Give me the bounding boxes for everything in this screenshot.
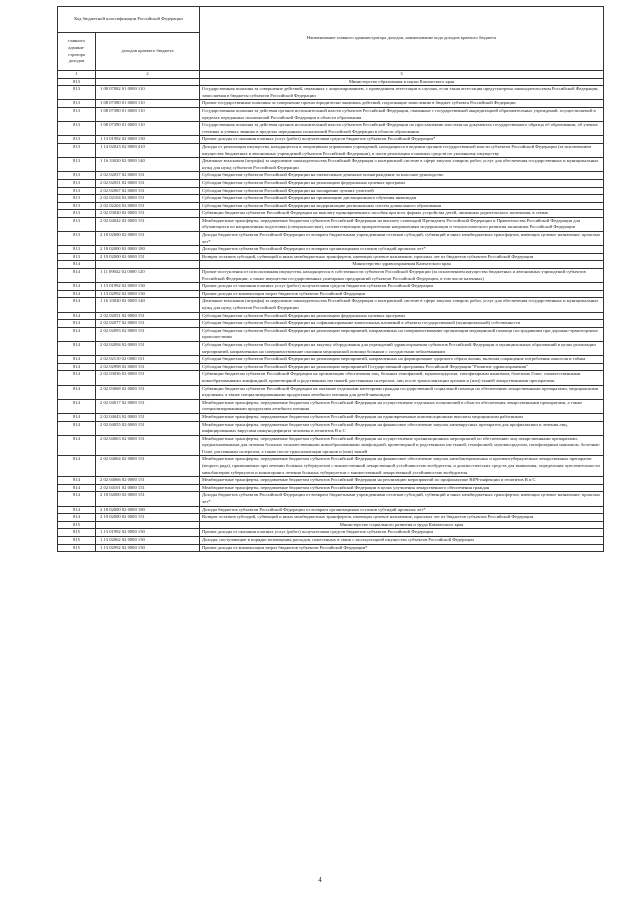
- revenue-name-cell: Возврат остатков субсидий, субвенций и иных межбюджетных трансфертов, имеющих целевое назначение, прошлых лет из бюджетов субъектов Российской Федерации: [200, 253, 604, 261]
- revenue-name-cell: Субсидии бюджетам субъектов Российской Федерации на организацию дистанционного обучения инвалидов: [200, 195, 604, 203]
- admin-code-cell: 814: [58, 341, 96, 355]
- revenue-name-cell: Денежные взыскания (штрафы) за нарушение законодательства Российской Федерации о контрактной системе в сфере закупок товаров, работ, услуг для обеспечения государственных и муниципальных нужд для нужд субъектов Российской Федерации: [200, 298, 604, 312]
- table-row: [58, 385, 604, 399]
- header-col-admin: главного админи-стратора доходов: [58, 33, 96, 71]
- revenue-name-cell: Субвенции бюджетам субъектов Российской Федерации на оказание отдельным категориям граждан государственной социальной помощи по обеспечению лекарственными препаратами, медицинскими изделиями, а также специализированными продуктами лечебного питания для детей-инвалидов: [200, 385, 604, 399]
- table-row: [58, 100, 604, 108]
- table-row: [58, 86, 604, 100]
- revenue-code-cell: 2 02 04017 02 0000 151: [96, 399, 200, 413]
- admin-code-cell: 814: [58, 435, 96, 456]
- revenue-code-cell: 1 13 01992 02 0000 130: [96, 283, 200, 291]
- page-number: 4: [318, 876, 322, 884]
- revenue-name-cell: Межбюджетные трансферты, передаваемые бюджетам субъектов Российской Федерации на финансовое обеспечение закупок антибактериальных и противотуберкулезных лекарственных препаратов (второго ряда), применяемых при лечении больных туберкулезом с множественной лекарственной устойчивостью возбудителя, и диагностических средств для выявления, определения чувствительности микобактерии туберкулеза и мониторинга лечения больных туберкулезом с множественной лекарственной устойчивостью возбудителя: [200, 456, 604, 477]
- admin-code-cell: 814: [58, 492, 96, 506]
- table-row: [58, 477, 604, 485]
- revenue-codes-table: [57, 6, 604, 552]
- header-col-name: Наименование главного администратора доходов, наименование кода доходов краевого бюджета: [200, 7, 604, 71]
- revenue-name-cell: Денежные взыскания (штрафы) за нарушение законодательства Российской Федерации о контрактной системе в сфере закупок товаров, работ, услуг для обеспечения государственных и муниципальных нужд для нужд субъектов Российской Федерации: [200, 158, 604, 172]
- admin-code-cell: 814: [58, 327, 96, 341]
- admin-code-cell: 815: [58, 544, 96, 552]
- revenue-name-cell: Межбюджетные трансферты, передаваемые бюджетам субъектов Российской Федерации на осуществление организационных мероприятий по обеспечению лиц лекарственными препаратами, предназначенными для лечения больных злокачественными новообразованиями лимфоидной, кроветворной и родственных им тканей, гемофилией, муковисцидозом, гипофизарным нанизмом, болезнью Гоше, рассеянным склерозом, а также после трансплантации органов и (или) тканей: [200, 435, 604, 456]
- table-row: [58, 187, 604, 195]
- revenue-name-cell: Прочие доходы от оказания платных услуг (работ) получателями средств бюджетов субъектов Российской Федерации: [200, 529, 604, 537]
- revenue-name-cell: Доходы бюджетов субъектов Российской Федерации от возврата организациями остатков субсидий прошлых лет*: [200, 246, 604, 254]
- revenue-code-cell: 2 02 04101 02 0000 151: [96, 484, 200, 492]
- table-row: [58, 435, 604, 456]
- revenue-code-cell: 2 02 03068 02 0000 151: [96, 385, 200, 399]
- revenue-code-cell: 2 02 02110 02 0000 151: [96, 356, 200, 364]
- table-row: [58, 172, 604, 180]
- revenue-name-cell: Субсидии бюджетам субъектов Российской Федерации на ежемесячное денежное вознаграждение за классное руководство: [200, 172, 604, 180]
- table-row: [58, 514, 604, 522]
- revenue-code-cell: 2 18 02000 02 0000 151: [96, 232, 200, 246]
- revenue-name-cell: Прочие государственные пошлины за совершение прочих юридически значимых действий, подлежащие зачислению в бюджет субъекта Российской Федерации: [200, 100, 604, 108]
- revenue-code-cell: 2 02 02067 02 0000 151: [96, 187, 200, 195]
- revenue-name-cell: Субсидии бюджетам субъектов Российской Федерации на реализацию мероприятий, направленных на совершенствование организации медицинской помощи пострадавшим при дорожно-транспортных происшествиях: [200, 327, 604, 341]
- revenue-name-cell: Межбюджетные трансферты, передаваемые бюджетам субъектов Российской Федерации в целях улучшения лекарственного обеспечения граждан: [200, 484, 604, 492]
- admin-code-cell: 814: [58, 456, 96, 477]
- table-row: [58, 143, 604, 157]
- revenue-code-cell: 2 02 02077 02 0000 151: [96, 320, 200, 328]
- admin-code-cell: 813: [58, 100, 96, 108]
- revenue-name-cell: Субсидии бюджетам субъектов Российской Федерации на реализацию мероприятий, направленных на формирование здорового образа жизни, включая сокращение потребления алкоголя и табака: [200, 356, 604, 364]
- revenue-name-cell: Министерство образования и науки Камчатского края: [200, 78, 604, 86]
- revenue-code-cell: 2 02 02204 02 0000 151: [96, 202, 200, 210]
- revenue-name-cell: Межбюджетные трансферты, передаваемые бюджетам субъектов Российской Федерации на финансовое обеспечение закупок антивирусных препаратов для профилактики и лечения лиц, инфицированных вирусами иммунодефицита человека и гепатитов В и С: [200, 421, 604, 435]
- revenue-name-cell: Министерство социального развития и труда Камчатского края: [200, 521, 604, 529]
- admin-code-cell: 814: [58, 371, 96, 385]
- revenue-name-cell: Субсидии бюджетам субъектов Российской Федерации на поощрение лучших учителей: [200, 187, 604, 195]
- admin-code-cell: 813: [58, 179, 96, 187]
- admin-code-cell: 813: [58, 253, 96, 261]
- revenue-code-cell: 2 02 02998 02 0000 151: [96, 363, 200, 371]
- table-row: [58, 283, 604, 291]
- admin-code-cell: 814: [58, 506, 96, 514]
- admin-code-cell: 813: [58, 217, 96, 231]
- header-col-revenue: доходов краевого бюджета: [96, 33, 200, 71]
- ministry-header-row: [58, 521, 604, 529]
- revenue-code-cell: 2 02 02037 02 0000 151: [96, 172, 200, 180]
- admin-code-cell: 813: [58, 246, 96, 254]
- revenue-name-cell: Возврат остатков субсидий, субвенций и иных межбюджетных трансфертов, имеющих целевое назначение, прошлых лет из бюджетов субъектов Российской Федерации: [200, 514, 604, 522]
- table-row: [58, 195, 604, 203]
- revenue-name-cell: Государственная пошлина за совершение действий, связанных с лицензированием, с проведением аттестации в случаях, если такая аттестация предусмотрена законодательством Российской Федерации, зачисляемая в бюджеты субъектов Российской Федерации: [200, 86, 604, 100]
- revenue-name-cell: Субвенции бюджетам субъектов Российской Федерации на организацию обеспечения лиц, больных гемофилией, муковисцидозом, гипофизарным нанизмом, болезнью Гоше, злокачественными новообразованиями лимфоидной, кроветворной и родственных им тканей, рассеянным склерозом, лиц после трансплантации органов и (или) тканей лекарственными препаратами: [200, 371, 604, 385]
- table-row: [58, 421, 604, 435]
- revenue-code-cell: 1 08 07082 01 0000 110: [96, 86, 200, 100]
- revenue-code-cell: 2 02 02051 02 0000 151: [96, 312, 200, 320]
- revenue-name-cell: Межбюджетные трансферты, передаваемые бюджетам субъектов Российской Федерации на выплату стипендий Президента Российской Федерации и Правительства Российской Федерации для обучающихся по направлениям подготовки (специальностям), соответствующим приоритетным направлениям модернизации и технологического развития экономики Российской Федерации: [200, 217, 604, 231]
- revenue-name-cell: Межбюджетные трансферты, передаваемые бюджетам субъектов Российской Федерации на реализацию мероприятий по профилактике ВИЧ-инфекции и гепатитов В и С: [200, 477, 604, 485]
- admin-code-cell: 813: [58, 78, 96, 86]
- admin-code-cell: 814: [58, 413, 96, 421]
- admin-code-cell: 814: [58, 514, 96, 522]
- revenue-name-cell: Прочие доходы от компенсации затрат бюджетов субъектов Российской Федерации: [200, 290, 604, 298]
- table-row: [58, 122, 604, 136]
- revenue-name-cell: Субсидии бюджетам субъектов Российской Федерации на закупку оборудования для учреждений здравоохранения субъектов Российской Федерации и муниципальных образований в целях реализации мероприятий, направленных на совершенствование оказания медицинской помощи больным с сосудистыми заболеваниями: [200, 341, 604, 355]
- table-row: [58, 529, 604, 537]
- admin-code-cell: 814: [58, 269, 96, 283]
- revenue-name-cell: Межбюджетные трансферты, передаваемые бюджетам субъектов Российской Федерации на осуществление отдельных полномочий в области обеспечения лекарственными препаратами, а также специализированными продуктами лечебного питания: [200, 399, 604, 413]
- admin-code-cell: 813: [58, 143, 96, 157]
- table-row: [58, 246, 604, 254]
- admin-code-cell: 814: [58, 363, 96, 371]
- revenue-code-cell: [96, 521, 200, 529]
- revenue-name-cell: Субсидии бюджетам субъектов Российской Федерации на реализацию федеральных целевых программ: [200, 179, 604, 187]
- admin-code-cell: 813: [58, 172, 96, 180]
- table-row: [58, 356, 604, 364]
- table-row: [58, 544, 604, 552]
- revenue-name-cell: Государственная пошлина за действия органов исполнительной власти субъектов Российской Федерации, связанные с государственной аккредитацией образовательных учреждений, осуществляемой в пределах переданных полномочий Российской Федерации в области образования: [200, 107, 604, 121]
- revenue-code-cell: 2 02 04043 02 0000 151: [96, 413, 200, 421]
- table-row: [58, 269, 604, 283]
- revenue-name-cell: Прочие доходы от компенсации затрат бюджетов субъектов Российской Федерации*: [200, 544, 604, 552]
- admin-code-cell: 814: [58, 320, 96, 328]
- ministry-header-row: [58, 78, 604, 86]
- table-row: [58, 158, 604, 172]
- document-sheet: [57, 6, 603, 552]
- admin-code-cell: 814: [58, 356, 96, 364]
- table-row: [58, 506, 604, 514]
- table-row: [58, 327, 604, 341]
- revenue-name-cell: Доходы, поступающие в порядке возмещения расходов, понесенных в связи с эксплуатацией имущества субъектов Российской Федерации: [200, 537, 604, 545]
- revenue-code-cell: 1 08 07380 01 0000 110: [96, 107, 200, 121]
- table-row: [58, 413, 604, 421]
- revenue-code-cell: 1 13 02992 02 0000 130: [96, 290, 200, 298]
- revenue-name-cell: Доходы бюджетов субъектов Российской Федерации от возврата бюджетными учреждениями остатков субсидий, субвенций и иных межбюджетных трансфертов, имеющих целевое назначение, прошлых лет*: [200, 232, 604, 246]
- revenue-name-cell: Субвенции бюджетам субъектов Российской Федерации на выплату единовременного пособия при всех формах устройства детей, лишенных родительского попечения, в семью: [200, 210, 604, 218]
- revenue-code-cell: 2 02 02051 02 0000 151: [96, 179, 200, 187]
- revenue-code-cell: 1 13 02062 02 0000 130: [96, 537, 200, 545]
- revenue-code-cell: 2 02 02093 02 0000 151: [96, 327, 200, 341]
- table-row: [58, 371, 604, 385]
- revenue-code-cell: [96, 78, 200, 86]
- revenue-name-cell: Межбюджетные трансферты, передаваемые бюджетам субъектов Российской Федерации на единовременные компенсационные выплаты медицинским работникам: [200, 413, 604, 421]
- admin-code-cell: 813: [58, 202, 96, 210]
- revenue-code-cell: 2 02 04066 02 0000 151: [96, 477, 200, 485]
- admin-code-cell: 813: [58, 158, 96, 172]
- revenue-code-cell: 1 13 01992 02 0000 130: [96, 529, 200, 537]
- revenue-code-cell: 2 02 04063 02 0000 151: [96, 435, 200, 456]
- revenue-code-cell: 2 18 02000 02 0000 151: [96, 492, 200, 506]
- revenue-code-cell: 2 18 02000 02 0000 180: [96, 506, 200, 514]
- table-row: [58, 107, 604, 121]
- admin-code-cell: 813: [58, 122, 96, 136]
- revenue-name-cell: Доходы бюджетов субъектов Российской Федерации от возврата организациями остатков субсидий прошлых лет*: [200, 506, 604, 514]
- revenue-code-cell: 2 19 02000 02 0000 151: [96, 514, 200, 522]
- revenue-name-cell: Доходы бюджетов субъектов Российской Федерации от возврата бюджетными учреждениями остатков субсидий, субвенций и иных межбюджетных трансфертов, имеющих целевое назначение, прошлых лет*: [200, 492, 604, 506]
- revenue-name-cell: Государственная пошлина за действия органов исполнительной власти субъектов Российской Федерации по проставлению апостиля на документах государственного образца об образовании, об ученых степенях и ученых званиях в пределах переданных полномочий Российской Федерации в области образования: [200, 122, 604, 136]
- revenue-code-cell: 2 02 03036 02 0000 151: [96, 371, 200, 385]
- table-row: [58, 492, 604, 506]
- admin-code-cell: 815: [58, 521, 96, 529]
- revenue-code-cell: 2 18 02000 02 0000 180: [96, 246, 200, 254]
- revenue-name-cell: Прочие доходы от оказания платных услуг (работ) получателями средств бюджетов субъектов Российской Федерации*: [200, 136, 604, 144]
- admin-code-cell: 814: [58, 298, 96, 312]
- revenue-code-cell: 2 02 04042 02 0000 151: [96, 217, 200, 231]
- admin-code-cell: 813: [58, 107, 96, 121]
- admin-code-cell: 813: [58, 210, 96, 218]
- table-row: [58, 456, 604, 477]
- table-row: [58, 298, 604, 312]
- revenue-name-cell: Доходы от реализации имущества, находящегося в оперативном управлении учреждений, находящихся в ведении органов государственной власти субъектов Российской Федерации (за исключением имущества бюджетных и автономных учреждений субъектов Российской Федерации), в части реализации основных средств по указанному имуществу: [200, 143, 604, 157]
- admin-code-cell: 814: [58, 399, 96, 413]
- table-row: [58, 179, 604, 187]
- revenue-code-cell: 2 02 04055 02 0000 151: [96, 421, 200, 435]
- revenue-name-cell: Субсидии бюджетам субъектов Российской Федерации на реализацию федеральных целевых программ: [200, 312, 604, 320]
- revenue-code-cell: [96, 261, 200, 269]
- admin-code-cell: 814: [58, 421, 96, 435]
- admin-code-cell: 813: [58, 232, 96, 246]
- header-group-title: Код бюджетной классификации Российской Федерации: [58, 7, 200, 33]
- revenue-name-cell: Субсидии бюджетам субъектов Российской Федерации на софинансирование капитальных вложений в объекты государственной (муниципальной) собственности: [200, 320, 604, 328]
- admin-code-cell: 814: [58, 484, 96, 492]
- table-row: [58, 312, 604, 320]
- revenue-code-cell: 1 13 01992 02 0000 130: [96, 136, 200, 144]
- admin-code-cell: 815: [58, 529, 96, 537]
- table-row: [58, 399, 604, 413]
- table-row: [58, 202, 604, 210]
- table-row: [58, 341, 604, 355]
- revenue-code-cell: 1 14 02023 02 0000 410: [96, 143, 200, 157]
- revenue-code-cell: 2 19 02000 02 0000 151: [96, 253, 200, 261]
- admin-code-cell: 813: [58, 195, 96, 203]
- revenue-name-cell: Субсидии бюджетам субъектов Российской Федерации на модернизацию региональных систем дошкольного образования: [200, 202, 604, 210]
- admin-code-cell: 813: [58, 187, 96, 195]
- revenue-code-cell: 2 02 04064 02 0000 151: [96, 456, 200, 477]
- revenue-code-cell: 1 11 09042 02 0000 120: [96, 269, 200, 283]
- table-row: [58, 537, 604, 545]
- table-row: [58, 363, 604, 371]
- table-row: [58, 320, 604, 328]
- revenue-code-cell: 2 02 02094 02 0000 151: [96, 341, 200, 355]
- revenue-name-cell: Министерство здравоохранения Камчатского края: [200, 261, 604, 269]
- revenue-name-cell: Прочие доходы от оказания платных услуг (работ) получателями средств бюджетов субъектов Российской Федерации: [200, 283, 604, 291]
- revenue-code-cell: 2 02 02104 02 0000 151: [96, 195, 200, 203]
- revenue-code-cell: 1 08 07380 01 0000 110: [96, 100, 200, 108]
- revenue-name-cell: Субсидии бюджетам субъектов Российской Федерации на реализацию мероприятий Государственной программы Российской Федерации "Развитие здравоохранения": [200, 363, 604, 371]
- revenue-code-cell: 1 08 07390 01 0000 110: [96, 122, 200, 136]
- table-row: [58, 484, 604, 492]
- table-row: [58, 253, 604, 261]
- revenue-name-cell: Прочие поступления от использования имущества, находящегося в собственности субъектов Российской Федерации (за исключением имущества бюджетных и автономных учреждений субъектов Российской Федерации, а также имущества государственных унитарных предприятий субъектов Российской Федерации, в том числе казенных): [200, 269, 604, 283]
- table-row: [58, 217, 604, 231]
- table-row: [58, 136, 604, 144]
- revenue-code-cell: 1 13 02992 02 0000 130: [96, 544, 200, 552]
- revenue-code-cell: 1 16 33020 02 0000 140: [96, 158, 200, 172]
- admin-code-cell: 813: [58, 86, 96, 100]
- admin-code-cell: 813: [58, 136, 96, 144]
- admin-code-cell: 814: [58, 477, 96, 485]
- admin-code-cell: 815: [58, 537, 96, 545]
- admin-code-cell: 814: [58, 312, 96, 320]
- admin-code-cell: 814: [58, 385, 96, 399]
- admin-code-cell: 814: [58, 290, 96, 298]
- header-num-1: 1: [58, 71, 96, 79]
- admin-code-cell: 814: [58, 261, 96, 269]
- header-num-3: 3: [200, 71, 604, 79]
- table-row: [58, 232, 604, 246]
- ministry-header-row: [58, 261, 604, 269]
- admin-code-cell: 814: [58, 283, 96, 291]
- header-num-2: 2: [96, 71, 200, 79]
- revenue-code-cell: 1 16 33020 02 0000 140: [96, 298, 200, 312]
- table-row: [58, 290, 604, 298]
- table-row: [58, 210, 604, 218]
- revenue-code-cell: 2 02 03020 02 0000 151: [96, 210, 200, 218]
